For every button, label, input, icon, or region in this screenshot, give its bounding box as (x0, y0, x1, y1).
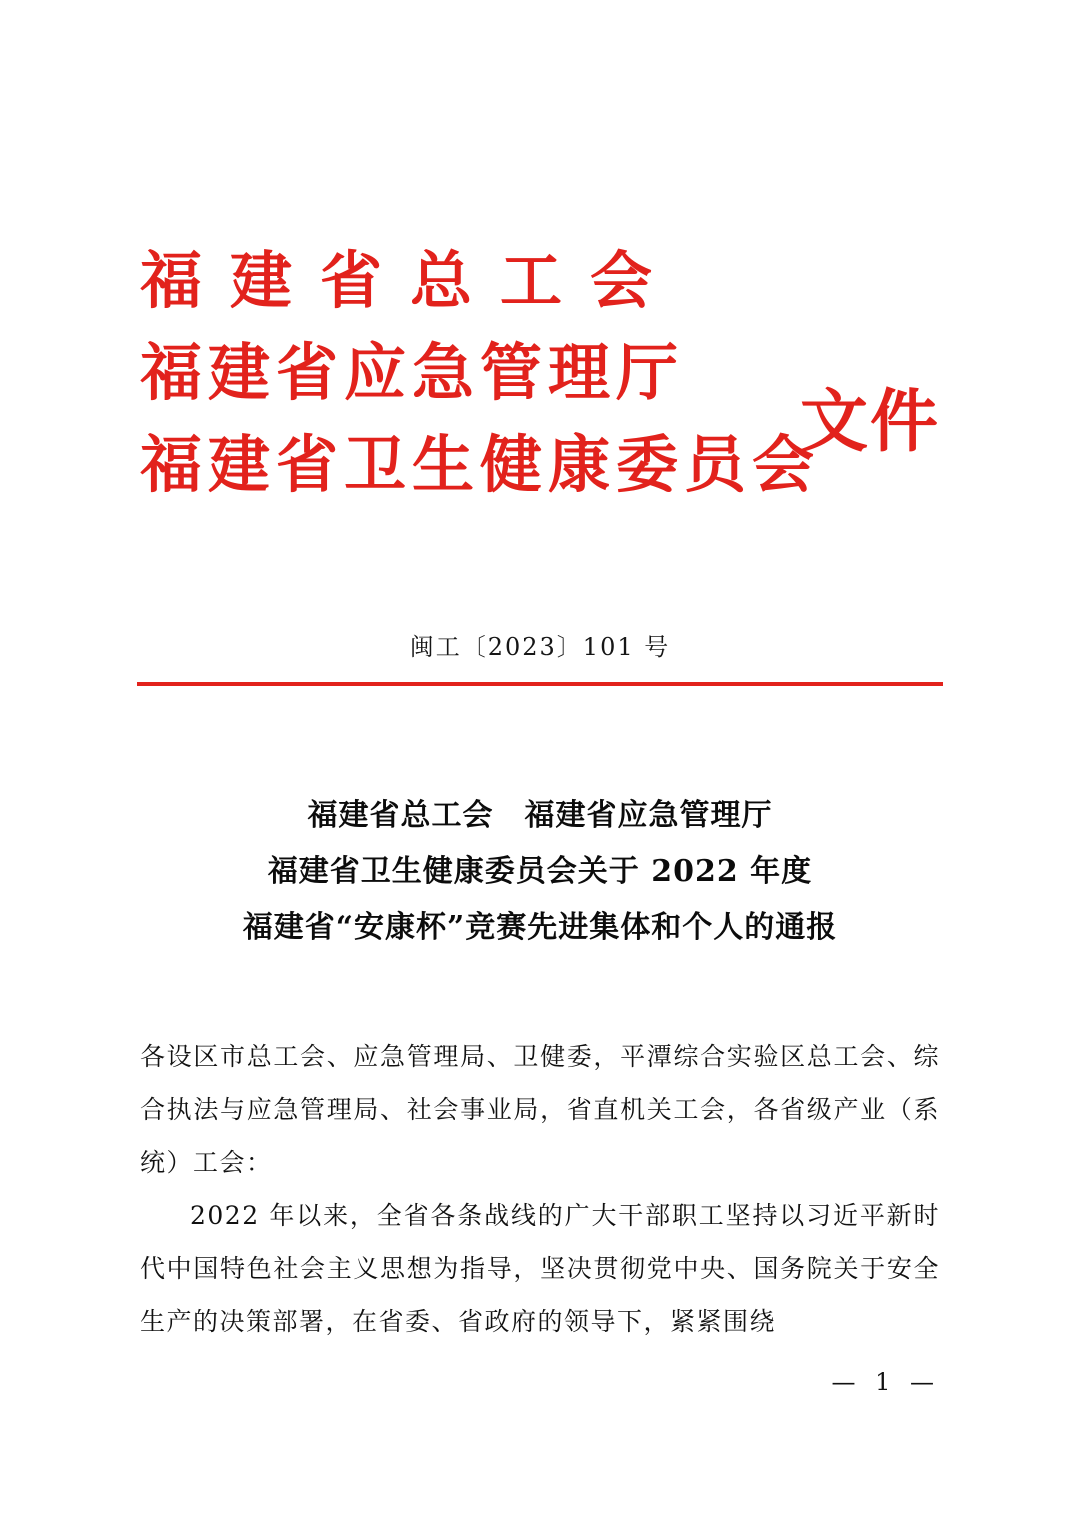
letterhead-line-1: 福建省总工会 (140, 244, 681, 317)
title-line-3: 福建省“安康杯”竞赛先进集体和个人的通报 (242, 910, 838, 945)
letterhead-line-3: 福建省卫生健康委员会 (140, 428, 821, 501)
red-divider-rule (137, 682, 943, 686)
title-line-1: 福建省总工会 福建省应急管理厅 (307, 798, 773, 833)
page-number: — 1 — (831, 1368, 940, 1396)
title-line-2: 福建省卫生健康委员会关于 2022 年度 (267, 854, 813, 889)
letterhead-rows (0, 244, 1080, 501)
letterhead-document-word: 文件 (800, 382, 941, 462)
document-body (140, 1030, 940, 1348)
body-paragraph-1: 2022 年以来，全省各条战线的广大干部职工坚持以习近平新时代中国特色社会主义思想为指导，坚决贯彻党中央、国务院关于安全生产的决策部署，在省委、省政府的领导下，紧紧围绕 (140, 1201, 940, 1336)
letterhead-line-2: 福建省应急管理厅 (140, 336, 685, 409)
document-title (120, 788, 960, 956)
letterhead (0, 244, 1080, 501)
document-number: 闽工〔2023〕101 号 (409, 633, 671, 661)
salutation-paragraph: 各设区市总工会、应急管理局、卫健委，平潭综合实验区总工会、综合执法与应急管理局、社会事业局，省直机关工会，各省级产业（系统）工会： (140, 1042, 940, 1177)
